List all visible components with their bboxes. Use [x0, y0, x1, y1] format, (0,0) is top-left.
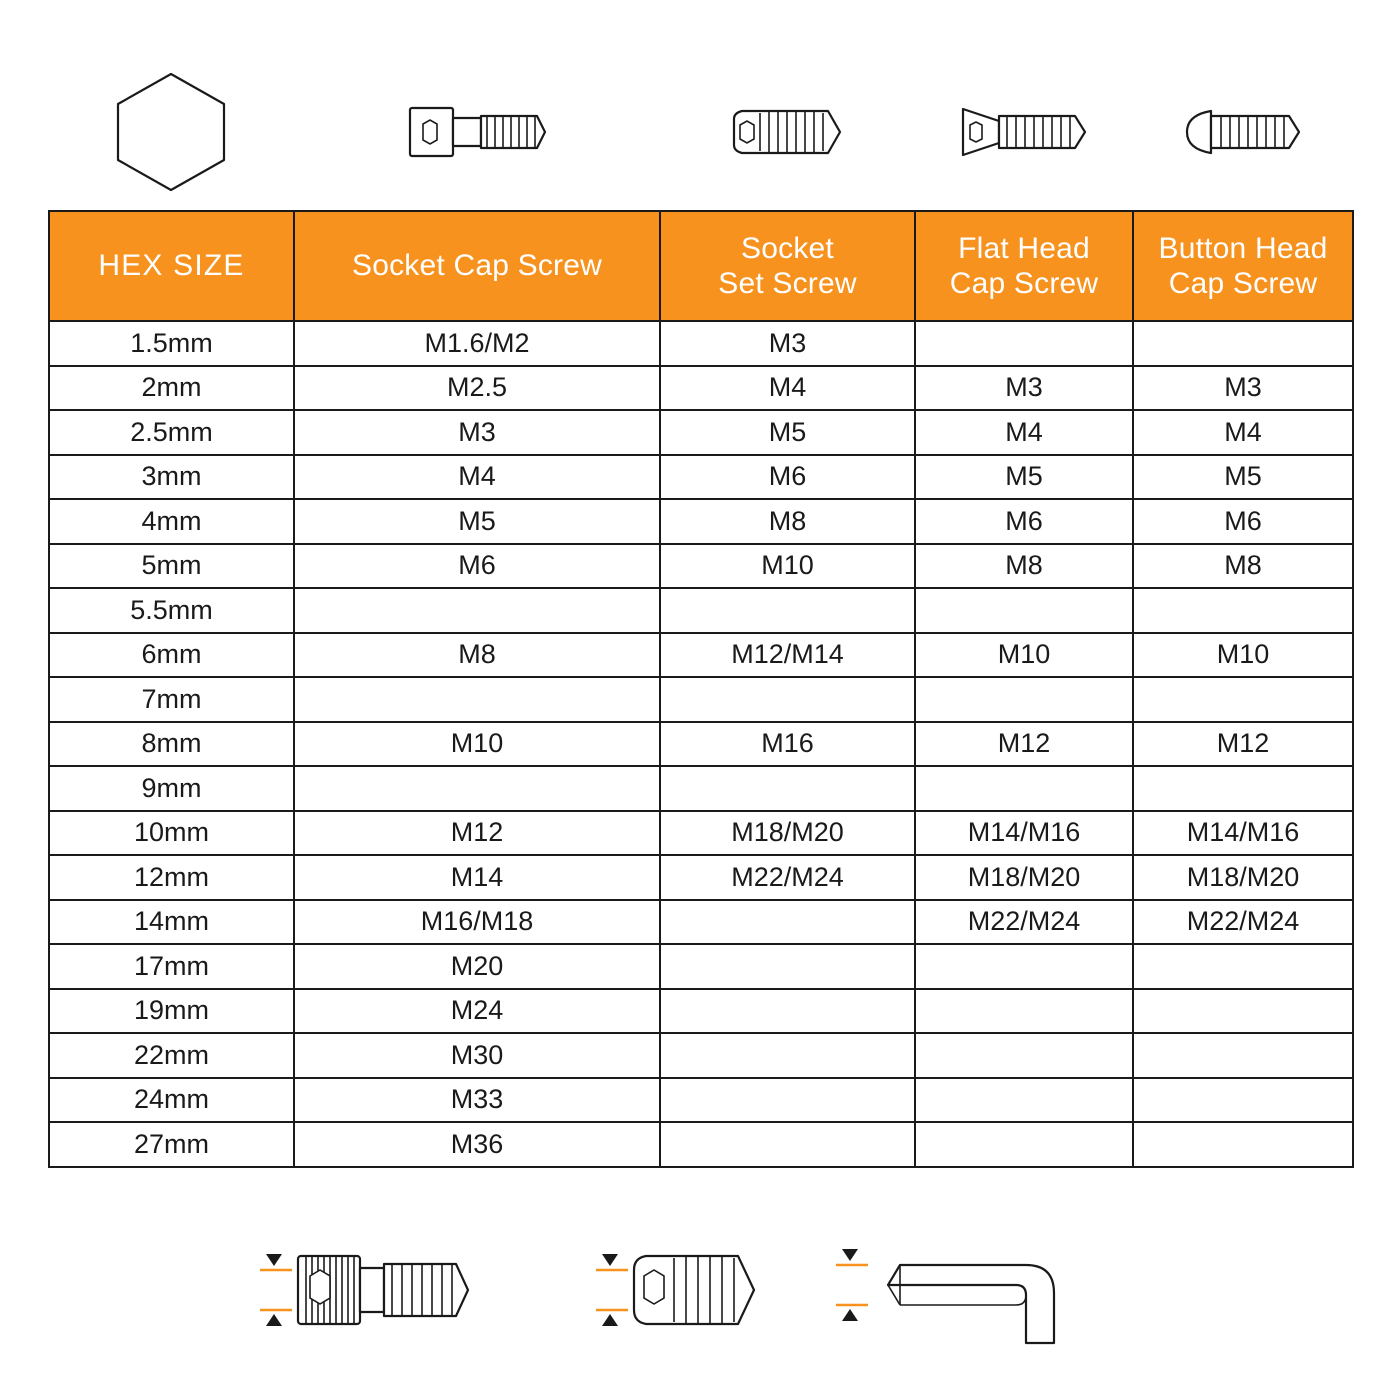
- column-header-line1: HEX SIZE: [98, 249, 245, 283]
- column-header-socket-set-screw: [660, 211, 915, 321]
- column-header-line2: Set Screw: [718, 267, 857, 300]
- table-row: [49, 811, 1353, 856]
- measurement-diagram-strip: [230, 1215, 1190, 1365]
- screw-size-cell: [915, 944, 1133, 989]
- table-row: [49, 766, 1353, 811]
- screw-size-cell: [915, 989, 1133, 1034]
- screw-size-cell: M22/M24: [1133, 900, 1353, 945]
- column-header-line1: Button Head: [1158, 231, 1328, 265]
- hex-size-cell: 17mm: [49, 944, 294, 989]
- table-row: [49, 499, 1353, 544]
- screw-size-cell: [915, 588, 1133, 633]
- column-header-line1: Socket Cap Screw: [352, 249, 602, 283]
- table-row: [49, 410, 1353, 455]
- screw-size-cell: [1133, 944, 1353, 989]
- table-row: [49, 989, 1353, 1034]
- socket-cap-screw-icon: [293, 62, 659, 202]
- screw-size-cell: [915, 1122, 1133, 1167]
- hex-size-cell: 19mm: [49, 989, 294, 1034]
- screw-size-cell: M22/M24: [660, 855, 915, 900]
- screw-size-cell: [660, 766, 915, 811]
- table-row: [49, 900, 1353, 945]
- screw-size-cell: M2.5: [294, 366, 660, 411]
- hex-size-cell: 24mm: [49, 1078, 294, 1123]
- screw-size-cell: M8: [660, 499, 915, 544]
- screw-size-cell: M18/M20: [660, 811, 915, 856]
- screw-size-cell: [1133, 1122, 1353, 1167]
- screw-size-cell: M4: [1133, 410, 1353, 455]
- screw-size-cell: [915, 321, 1133, 366]
- screw-size-cell: [660, 1033, 915, 1078]
- socket-set-screw-measure-diagram: [590, 1215, 830, 1365]
- screw-size-cell: M5: [294, 499, 660, 544]
- screw-size-cell: [660, 1078, 915, 1123]
- column-header-line2: Cap Screw: [1168, 267, 1318, 300]
- column-header-button-head-cap-screw: [1133, 211, 1353, 321]
- screw-size-cell: M8: [915, 544, 1133, 589]
- column-header-line1: Flat Head: [958, 231, 1090, 265]
- hex-size-cell: 5.5mm: [49, 588, 294, 633]
- screw-size-cell: [915, 1078, 1133, 1123]
- screw-size-cell: [294, 766, 660, 811]
- screw-size-cell: M10: [1133, 633, 1353, 678]
- screw-type-icon-strip: [48, 62, 1352, 202]
- screw-size-cell: [660, 677, 915, 722]
- screw-size-cell: [1133, 766, 1353, 811]
- screw-size-cell: [1133, 1033, 1353, 1078]
- hex-size-cell: 1.5mm: [49, 321, 294, 366]
- screw-size-cell: M4: [294, 455, 660, 500]
- hex-size-cell: 27mm: [49, 1122, 294, 1167]
- hex-size-cell: 4mm: [49, 499, 294, 544]
- column-header-flat-head-cap-screw: [915, 211, 1133, 321]
- screw-size-cell: M22/M24: [915, 900, 1133, 945]
- table-row: [49, 855, 1353, 900]
- screw-size-cell: M10: [660, 544, 915, 589]
- screw-size-cell: M12: [915, 722, 1133, 767]
- screw-size-cell: M14/M16: [1133, 811, 1353, 856]
- screw-size-cell: M8: [294, 633, 660, 678]
- hex-size-cell: 22mm: [49, 1033, 294, 1078]
- screw-size-cell: M12: [1133, 722, 1353, 767]
- screw-size-cell: M10: [915, 633, 1133, 678]
- screw-size-cell: [915, 766, 1133, 811]
- screw-size-cell: M6: [915, 499, 1133, 544]
- table-row: [49, 1033, 1353, 1078]
- table-row: [49, 633, 1353, 678]
- screw-size-cell: M3: [660, 321, 915, 366]
- screw-size-cell: [660, 900, 915, 945]
- screw-size-cell: M18/M20: [915, 855, 1133, 900]
- table-header-row: [49, 211, 1353, 321]
- screw-size-cell: M5: [915, 455, 1133, 500]
- column-header-line1: Socket: [741, 231, 834, 265]
- screw-size-cell: M5: [1133, 455, 1353, 500]
- hex-size-cell: 9mm: [49, 766, 294, 811]
- screw-size-cell: M14: [294, 855, 660, 900]
- hex-size-cell: 10mm: [49, 811, 294, 856]
- hex-size-cell: 8mm: [49, 722, 294, 767]
- hex-size-cell: 5mm: [49, 544, 294, 589]
- screw-size-cell: [660, 944, 915, 989]
- screw-size-cell: M36: [294, 1122, 660, 1167]
- table-row: [49, 544, 1353, 589]
- screw-size-cell: [1133, 989, 1353, 1034]
- screw-size-cell: M3: [1133, 366, 1353, 411]
- screw-size-cell: M10: [294, 722, 660, 767]
- screw-size-cell: M12: [294, 811, 660, 856]
- screw-size-cell: M24: [294, 989, 660, 1034]
- screw-size-cell: [915, 1033, 1133, 1078]
- screw-size-cell: M4: [915, 410, 1133, 455]
- screw-size-cell: [915, 677, 1133, 722]
- screw-size-cell: M33: [294, 1078, 660, 1123]
- flat-head-cap-screw-icon: [914, 62, 1132, 202]
- screw-size-cell: M14/M16: [915, 811, 1133, 856]
- hex-size-cell: 2mm: [49, 366, 294, 411]
- table-row: [49, 1078, 1353, 1123]
- screw-size-cell: M1.6/M2: [294, 321, 660, 366]
- hex-size-cell: 3mm: [49, 455, 294, 500]
- screw-size-cell: M6: [294, 544, 660, 589]
- hexagon-icon: [48, 62, 293, 202]
- screw-size-cell: [660, 588, 915, 633]
- screw-size-cell: M6: [1133, 499, 1353, 544]
- screw-size-cell: [1133, 677, 1353, 722]
- column-header-hex-size: [49, 211, 294, 321]
- screw-size-cell: M12/M14: [660, 633, 915, 678]
- screw-size-cell: [660, 989, 915, 1034]
- socket-cap-screw-measure-diagram: [230, 1215, 590, 1365]
- hex-size-cell: 7mm: [49, 677, 294, 722]
- hex-size-cell: 14mm: [49, 900, 294, 945]
- screw-size-cell: M8: [1133, 544, 1353, 589]
- table-row: [49, 455, 1353, 500]
- screw-size-cell: M18/M20: [1133, 855, 1353, 900]
- socket-set-screw-icon: [659, 62, 914, 202]
- screw-size-cell: [1133, 588, 1353, 633]
- hex-size-cell: 6mm: [49, 633, 294, 678]
- screw-size-cell: [294, 677, 660, 722]
- table-row: [49, 722, 1353, 767]
- screw-size-cell: [660, 1122, 915, 1167]
- hex-size-table: [48, 210, 1354, 1168]
- screw-size-cell: M16: [660, 722, 915, 767]
- screw-size-cell: [1133, 1078, 1353, 1123]
- hex-size-cell: 2.5mm: [49, 410, 294, 455]
- column-header-socket-cap-screw: [294, 211, 660, 321]
- table-row: [49, 321, 1353, 366]
- screw-size-cell: [1133, 321, 1353, 366]
- table-row: [49, 944, 1353, 989]
- screw-size-cell: M3: [294, 410, 660, 455]
- screw-size-cell: [294, 588, 660, 633]
- screw-size-cell: M30: [294, 1033, 660, 1078]
- table-row: [49, 1122, 1353, 1167]
- table-row: [49, 677, 1353, 722]
- table-row: [49, 588, 1353, 633]
- button-head-cap-screw-icon: [1132, 62, 1352, 202]
- screw-size-cell: M6: [660, 455, 915, 500]
- screw-size-cell: M3: [915, 366, 1133, 411]
- hex-size-cell: 12mm: [49, 855, 294, 900]
- screw-size-cell: M5: [660, 410, 915, 455]
- hex-key-measure-diagram: [830, 1215, 1190, 1365]
- column-header-line2: Cap Screw: [949, 267, 1099, 300]
- screw-size-cell: M4: [660, 366, 915, 411]
- screw-size-cell: M20: [294, 944, 660, 989]
- table-row: [49, 366, 1353, 411]
- screw-size-cell: M16/M18: [294, 900, 660, 945]
